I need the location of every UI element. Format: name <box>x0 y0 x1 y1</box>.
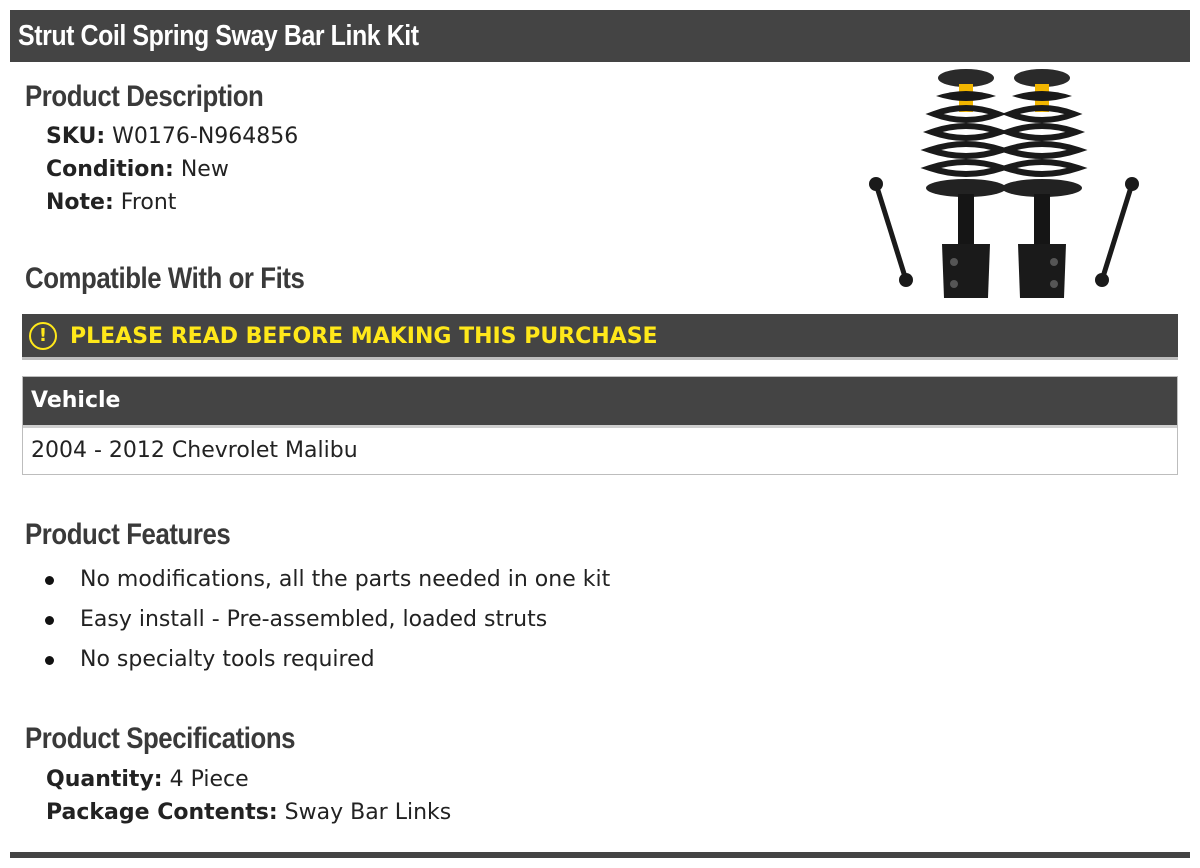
product-description-heading: Product Description <box>25 80 264 113</box>
list-item: Easy install - Pre-assembled, loaded struts <box>0 600 610 640</box>
vehicle-table-header: Vehicle <box>23 377 1177 428</box>
sku-row <box>46 120 298 153</box>
bullet-icon <box>45 616 54 625</box>
warning-text: PLEASE READ BEFORE MAKING THIS PURCHASE <box>70 324 658 349</box>
sku-value: W0176-N964856 <box>112 124 299 149</box>
package-contents-row <box>46 796 451 829</box>
strut-assembly-left <box>926 69 1006 298</box>
features-list <box>0 560 610 680</box>
condition-value: New <box>180 157 229 182</box>
note-row <box>46 186 176 219</box>
quantity-label: Quantity: <box>46 767 163 792</box>
warning-banner <box>22 314 1178 360</box>
note-label: Note: <box>46 190 114 215</box>
sway-bar-link-right <box>1095 177 1139 287</box>
vehicle-table-row: 2004 - 2012 Chevrolet Malibu <box>31 438 358 463</box>
package-contents-value: Sway Bar Links <box>284 800 452 825</box>
bullet-icon <box>45 576 54 585</box>
exclamation-circle-icon: ! <box>29 322 57 350</box>
list-item: No specialty tools required <box>0 640 610 680</box>
product-image <box>862 66 1146 304</box>
list-item: No modifications, all the parts needed in one kit <box>0 560 610 600</box>
note-value: Front <box>120 190 177 215</box>
product-features-heading: Product Features <box>25 518 231 551</box>
bullet-icon <box>45 656 54 665</box>
sku-label: SKU: <box>46 124 106 149</box>
vehicle-table <box>22 376 1178 475</box>
sway-bar-link-left <box>869 177 913 287</box>
product-specifications-heading: Product Specifications <box>25 722 296 755</box>
quantity-value: 4 Piece <box>169 767 249 792</box>
page-title: Strut Coil Spring Sway Bar Link Kit <box>18 20 419 52</box>
package-contents-label: Package Contents: <box>46 800 278 825</box>
condition-label: Condition: <box>46 157 174 182</box>
page-title-bar <box>10 10 1190 62</box>
condition-row <box>46 153 229 186</box>
strut-assembly-right <box>1002 69 1082 298</box>
bottom-divider <box>10 852 1190 858</box>
compatible-heading: Compatible With or Fits <box>25 262 305 295</box>
quantity-row <box>46 763 249 796</box>
